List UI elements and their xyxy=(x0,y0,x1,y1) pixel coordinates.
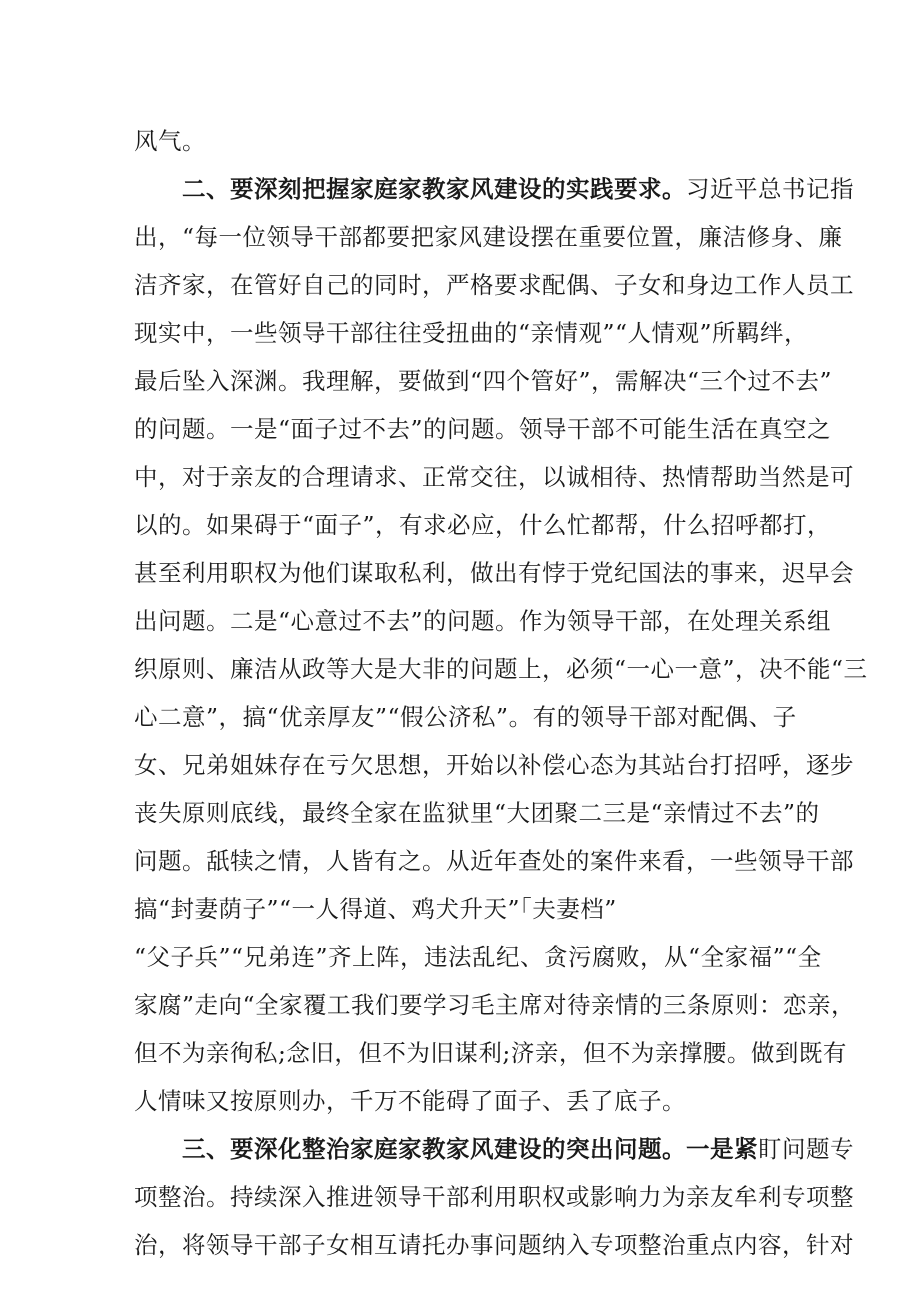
section-heading: 二、要深刻把握家庭家教家风建设的实践要求。 xyxy=(182,175,686,203)
paragraph-line: 心二意”，搞“优亲厚友”“假公济私”。有的领导干部对配偶、子 xyxy=(134,703,797,731)
paragraph-line: 风气。 xyxy=(134,127,206,155)
paragraph-line: 问题。舐犊之情，人皆有之。从近年查处的案件来看，一些领导干部 xyxy=(134,847,854,875)
section-heading-line: 三、要深化整治家庭家教家风建设的突出问题。一是紧盯问题专 xyxy=(182,1135,854,1163)
paragraph-line: 最后坠入深渊。我理解，要做到“四个管好”，需解决“三个过不去” xyxy=(134,367,833,395)
paragraph-line: 甚至利用职权为他们谋取私利，做出有悖于党纪国法的事来，迟早会 xyxy=(134,559,854,587)
section-heading-line: 二、要深刻把握家庭家教家风建设的实践要求。习近平总书记指 xyxy=(182,175,854,203)
paragraph-line: 搞“封妻荫子”“一人得道、鸡犬升天”「夫妻档” xyxy=(134,895,617,923)
section-heading: 三、要深化整治家庭家教家风建设的突出问题。一是紧 xyxy=(182,1135,758,1163)
paragraph-line: 治，将领导干部子女相互请托办事问题纳入专项整治重点内容，针对 xyxy=(134,1231,854,1259)
paragraph-line: 洁齐家，在管好自己的同时，严格要求配偶、子女和身边工作人员工 xyxy=(134,271,854,299)
paragraph-line: 家腐”走向“全家覆工我们要学习毛主席对待亲情的三条原则：恋亲， xyxy=(134,991,856,1019)
paragraph-line: 人情味又按原则办，千万不能碍了面子、丢了底子。 xyxy=(134,1087,686,1115)
paragraph-line: 以的。如果碍于“面子”，有求必应，什么忙都帮，什么招呼都打， xyxy=(134,511,832,539)
paragraph-line: 项整治。持续深入推进领导干部利用职权或影响力为亲友牟利专项整 xyxy=(134,1183,854,1211)
paragraph-line: 中，对于亲友的合理请求、正常交往，以诚相待、热情帮助当然是可 xyxy=(134,463,854,491)
paragraph-line: 女、兄弟姐妹存在亏欠思想，开始以补偿心态为其站台打招呼，逐步 xyxy=(134,751,854,779)
paragraph-line: 出，“每一位领导干部都要把家风建设摆在重要位置，廉洁修身、廉 xyxy=(134,223,843,251)
paragraph-line: 的问题。一是“面子过不去”的问题。领导干部不可能生活在真空之 xyxy=(134,415,832,443)
paragraph-line: 出问题。二是“心意过不去”的问题。作为领导干部，在处理关系组 xyxy=(134,607,832,635)
paragraph-line: 丧失原则底线，最终全家在监狱里“大团聚二三是“亲情过不去”的 xyxy=(134,799,820,827)
paragraph-line: 织原则、廉洁从政等大是大非的问题上，必须“一心一意”，决不能“三 xyxy=(134,655,868,683)
paragraph-line: 现实中，一些领导干部往往受扭曲的“亲情观”“人情观”所羁绊， xyxy=(134,319,809,347)
paragraph-line: “父子兵”“兄弟连”齐上阵，违法乱纪、贪污腐败，从“全家福”“全 xyxy=(134,943,822,971)
paragraph-line: 但不为亲徇私;念旧，但不为旧谋利;济亲，但不为亲撑腰。做到既有 xyxy=(134,1039,847,1067)
